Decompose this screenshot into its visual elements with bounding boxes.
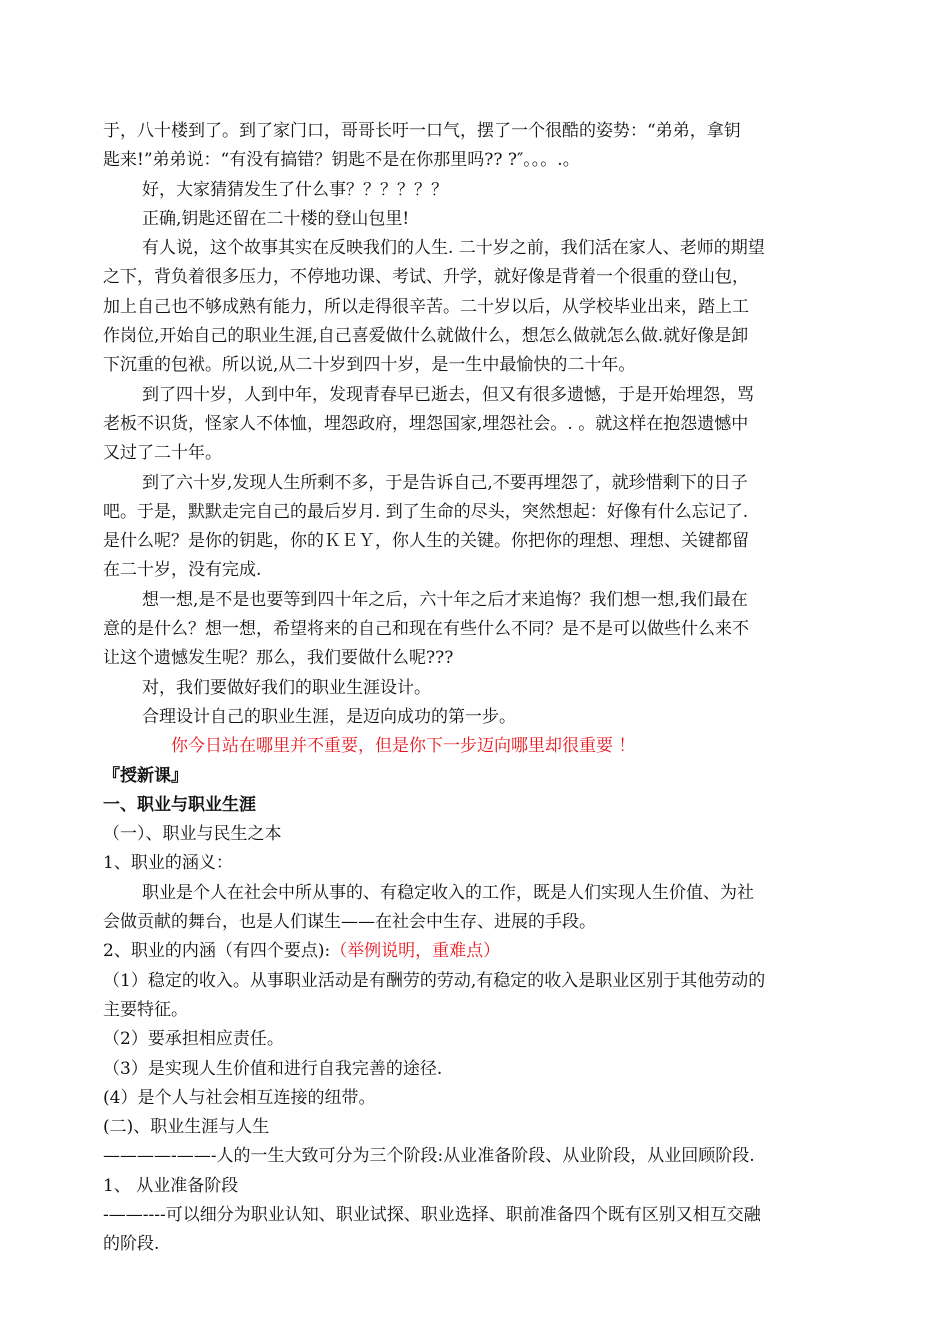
story-line: 是什么呢？是你的钥匙，你的ＫＥＹ，你人生的关键。你把你的理想、理想、关键都留 bbox=[103, 531, 749, 552]
definition-line: 职业是个人在社会中所从事的、有稳定收入的工作，既是人们实现人生价值、为社 bbox=[142, 882, 754, 903]
story-line: 于，八十楼到了。到了家门口，哥哥长吁一口气，摆了一个很酷的姿势：“弟弟，拿钥 bbox=[103, 121, 741, 141]
point-line: (4）是个人与社会相互连接的纽带。 bbox=[103, 1087, 376, 1108]
story-line: 想一想,是不是也要等到四十年之后，六十年之后才来追悔？我们想一想,我们最在 bbox=[142, 589, 748, 610]
definition-line: 会做贡献的舞台，也是人们谋生——在社会中生存、进展的手段。 bbox=[103, 912, 596, 933]
point-line: （3）是实现人生价值和进行自我完善的途径. bbox=[103, 1058, 443, 1079]
point-line: （2）要承担相应责任。 bbox=[103, 1029, 284, 1050]
item-title-text: 2、职业的内涵（有四个要点): bbox=[103, 941, 331, 962]
section-heading: 『授新课』 bbox=[103, 765, 188, 786]
stage-desc-line: -——----可以细分为职业认知、职业试探、职业选择、职前准备四个既有区别又相互交融 bbox=[103, 1204, 761, 1225]
story-line: 让这个遗憾发生呢？那么，我们要做什么呢??? bbox=[103, 648, 454, 669]
story-line: 在二十岁，没有完成. bbox=[103, 560, 262, 581]
point-line: （1）稳定的收入。从事职业活动是有酬劳的劳动,有稳定的收入是职业区别于其他劳动的 bbox=[103, 970, 766, 991]
story-line: 有人说，这个故事其实在反映我们的人生. 二十岁之前，我们活在家人、老师的期望 bbox=[142, 238, 765, 259]
story-line: 好，大家猜猜发生了什么事？？？？？？ bbox=[142, 179, 448, 200]
highlight-quote: 你今日站在哪里并不重要，但是你下一步迈向哪里却很重要 ！ bbox=[171, 736, 636, 757]
story-line: 作岗位,开始自己的职业生涯,自己喜爱做什么就做什么，想怎么做就怎么做.就好像是卸 bbox=[103, 326, 749, 347]
story-line: 对，我们要做好我们的职业生涯设计。 bbox=[142, 677, 431, 698]
story-line: 正确,钥匙还留在二十楼的登山包里! bbox=[142, 208, 410, 229]
story-line: 下沉重的包袱。所以说,从二十岁到四十岁，是一生中最愉快的二十年。 bbox=[103, 355, 636, 376]
item-title: 1、 从业准备阶段 bbox=[103, 1175, 239, 1196]
story-line: 老板不识货，怪家人不体恤，埋怨政府，埋怨国家,埋怨社会。. 。就这样在抱怨遗憾中 bbox=[103, 413, 749, 434]
stage-desc-line: 的阶段. bbox=[103, 1234, 160, 1255]
story-line: 意的是什么？想一想，希望将来的自己和现在有些什么不同？是不是可以做些什么来不 bbox=[103, 619, 749, 640]
story-line: 合理设计自己的职业生涯，是迈向成功的第一步。 bbox=[142, 706, 516, 727]
subsection-title: (二)、职业生涯与人生 bbox=[103, 1117, 270, 1138]
item-title: 1、职业的涵义： bbox=[103, 853, 233, 874]
point-line: 主要特征。 bbox=[103, 999, 188, 1020]
story-line: 到了四十岁，人到中年，发现青春早已逝去，但又有很多遗憾，于是开始埋怨，骂 bbox=[142, 384, 754, 405]
stages-line: ————-——-人的一生大致可分为三个阶段:从业准备阶段、从业阶段，从业回顾阶段. bbox=[103, 1146, 755, 1167]
story-line: 加上自己也不够成熟有能力，所以走得很辛苦。二十岁以后，从学校毕业出来，踏上工 bbox=[103, 296, 749, 317]
item-title bbox=[103, 937, 848, 966]
document-page bbox=[103, 117, 848, 1260]
story-line: 到了六十岁,发现人生所剩不多，于是告诉自己,不要再埋怨了，就珍惜剩下的日子 bbox=[142, 472, 748, 493]
subsection-title: （一）、职业与民生之本 bbox=[103, 824, 282, 845]
item-note: （举例说明，重难点） bbox=[330, 941, 501, 962]
story-line: 又过了二十年。 bbox=[103, 443, 222, 464]
story-line: 之下，背负着很多压力，不停地功课、考试、升学，就好像是背着一个很重的登山包， bbox=[103, 267, 749, 288]
story-line: 匙来!”弟弟说：“有没有搞错？钥匙不是在你那里吗?? ?″。。。.。 bbox=[103, 150, 580, 171]
section-title: 一、职业与职业生涯 bbox=[103, 794, 256, 815]
story-line: 吧。于是，默默走完自己的最后岁月. 到了生命的尽头，突然想起：好像有什么忘记了. bbox=[103, 501, 749, 522]
